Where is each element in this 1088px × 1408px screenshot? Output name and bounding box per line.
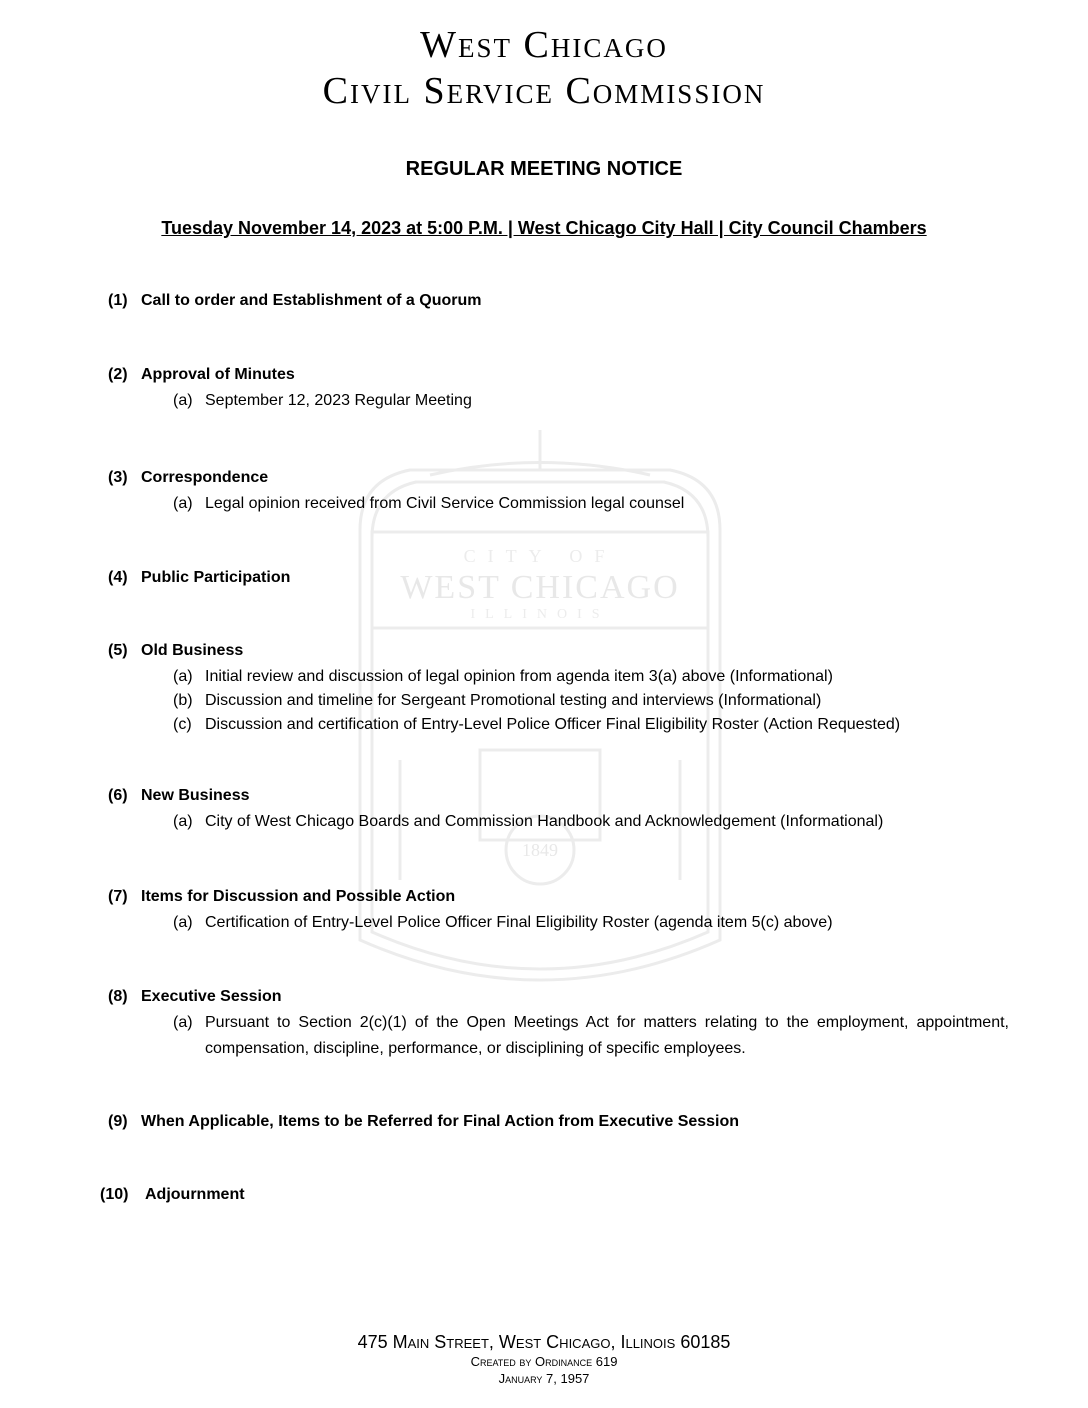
agenda-item-title: Public Participation: [141, 569, 291, 586]
agenda-item-number: (3): [108, 469, 128, 486]
agenda-item-10: [100, 1186, 245, 1204]
commission-title-line1: West Chicago: [420, 24, 668, 66]
agenda-item-number: (9): [108, 1113, 128, 1130]
agenda-item-number: (2): [108, 366, 128, 383]
agenda-subitem: [173, 692, 821, 710]
seal-text-year: 1849: [522, 840, 558, 860]
footer-ordinance: Created by Ordinance 619: [470, 1354, 618, 1369]
agenda-item-number: (8): [108, 988, 128, 1005]
subitem-text: Initial review and discussion of legal opinion from agenda item 3(a) above (Informational): [205, 668, 833, 685]
agenda-item-number: (4): [108, 569, 128, 586]
agenda-item-title: Correspondence: [141, 469, 269, 486]
seal-text-illinois: Illinois: [470, 607, 610, 622]
commission-title-line2: Civil Service Commission: [322, 70, 766, 112]
agenda-item-9: [108, 1113, 739, 1131]
subitem-text: Discussion and timeline for Sergeant Promotional testing and interviews (Informational): [205, 692, 822, 709]
subitem-letter: (b): [173, 692, 193, 709]
agenda-subitem: [173, 495, 684, 513]
agenda-item-title: Approval of Minutes: [141, 366, 295, 383]
agenda-item-title: Executive Session: [141, 988, 282, 1005]
seal-text-west-chicago: West Chicago: [400, 569, 680, 606]
agenda-subitem: [173, 668, 833, 686]
agenda-item-title: Old Business: [141, 642, 244, 659]
agenda-subitem: [173, 813, 883, 831]
subitem-text: City of West Chicago Boards and Commission Handbook and Acknowledgement (Informational): [205, 813, 884, 830]
footer-address: 475 Main Street, West Chicago, Illinois 60185: [357, 1332, 731, 1352]
agenda-item-number: (7): [108, 888, 128, 905]
subitem-letter: (a): [173, 914, 193, 931]
subitem-letter: (c): [173, 716, 192, 733]
subitem-letter: (a): [173, 392, 193, 409]
subitem-text: Pursuant to Section 2(c)(1) of the Open Meetings Act for matters relating to the employment, appointment, compensation, discipline, performance, or disciplining of specific employees.: [205, 1014, 1009, 1057]
agenda-item-3: [108, 469, 268, 487]
agenda-item-1: [108, 292, 481, 310]
subitem-letter: (a): [173, 668, 193, 685]
subitem-letter: (a): [173, 495, 193, 512]
subitem-letter: (a): [173, 1014, 193, 1031]
agenda-item-number: (5): [108, 642, 128, 659]
seal-text-city-of: City of: [463, 546, 617, 566]
agenda-subitem: [173, 392, 472, 410]
footer-date: January 7, 1957: [498, 1371, 590, 1386]
subitem-text: September 12, 2023 Regular Meeting: [205, 392, 472, 409]
commission-title: [0, 22, 1088, 114]
agenda-item-title: New Business: [141, 787, 250, 804]
agenda-item-title: Adjournment: [145, 1186, 245, 1203]
agenda-item-7: [108, 888, 455, 906]
agenda-item-title: When Applicable, Items to be Referred for Final Action from Executive Session: [141, 1113, 740, 1130]
agenda-item-4: [108, 569, 290, 587]
agenda-item-title: Items for Discussion and Possible Action: [141, 888, 456, 905]
agenda-subitem: [173, 914, 833, 932]
agenda-item-title: Call to order and Establishment of a Quorum: [141, 292, 482, 309]
meeting-details: Tuesday November 14, 2023 at 5:00 P.M. | West Chicago City Hall | City Council Chambers: [161, 218, 927, 238]
subitem-text: Certification of Entry-Level Police Officer Final Eligibility Roster (agenda item 5(c) above): [205, 914, 833, 931]
agenda-item-8: [108, 988, 282, 1006]
agenda-item-6: [108, 787, 249, 805]
agenda-subitem: [173, 1010, 1009, 1062]
agenda-item-5: [108, 642, 243, 660]
agenda-subitem: [173, 716, 900, 734]
subitem-text: Discussion and certification of Entry-Level Police Officer Final Eligibility Roster (Action Requested): [205, 716, 901, 733]
agenda-item-number: (6): [108, 787, 128, 804]
notice-title: REGULAR MEETING NOTICE: [405, 158, 683, 180]
agenda-item-number: (1): [108, 292, 128, 309]
subitem-text: Legal opinion received from Civil Service Commission legal counsel: [205, 495, 685, 512]
subitem-letter: (a): [173, 813, 193, 830]
agenda-item-number: (10): [100, 1186, 129, 1203]
agenda-item-2: [108, 366, 295, 384]
